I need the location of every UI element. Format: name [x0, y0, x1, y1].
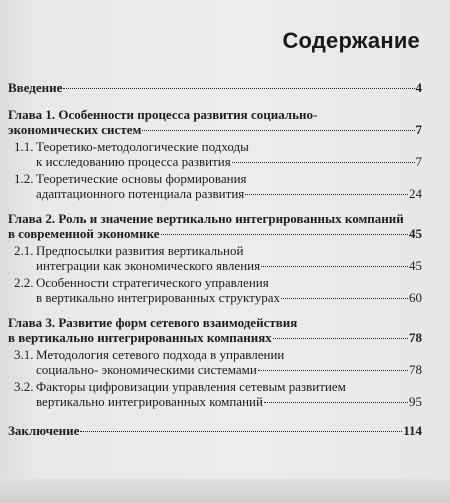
section-title-line: социально- экономическими системами	[36, 362, 257, 377]
toc-page-number: 45	[409, 226, 422, 241]
dot-leader	[63, 87, 414, 89]
toc-page-number: 114	[403, 423, 422, 438]
dot-leader	[232, 161, 415, 163]
page-title: Содержание	[282, 28, 420, 53]
section-title-line: вертикально интегрированных компаний	[36, 394, 263, 409]
chapter-title-line: Глава 3. Развитие форм сетевого взаимодействия	[8, 315, 298, 330]
section-title-line: Методология сетевого подхода в управлении	[36, 347, 285, 362]
toc-section-2-2	[14, 275, 422, 305]
dot-leader	[273, 337, 408, 339]
section-title-line: адаптационного потенциала развития	[36, 186, 245, 201]
chapter-title-line: в современной экономике	[8, 226, 160, 241]
table-of-contents	[8, 80, 422, 438]
toc-section-3-1	[14, 347, 422, 377]
chapter-title-line-with-page	[8, 122, 422, 137]
toc-page-number: 45	[409, 258, 422, 273]
section-title-line: Теоретические основы формирования	[36, 171, 247, 186]
section-title-line: Особенности стратегического управления	[36, 275, 269, 290]
toc-page-number: 78	[409, 330, 422, 345]
toc-page-number: 4	[415, 80, 422, 95]
toc-page-number: 60	[409, 290, 422, 305]
toc-entry-label: Заключение	[8, 423, 80, 438]
chapter-title-line-with-page	[8, 330, 422, 345]
dot-leader	[161, 233, 408, 235]
section-title-line: Теоретико-методологические подходы	[36, 139, 249, 154]
toc-chapter-3	[8, 315, 422, 409]
chapter-title-line: экономических систем	[8, 122, 142, 137]
toc-entry-introduction	[8, 80, 422, 95]
toc-page-number: 7	[415, 122, 422, 137]
section-title-line: к исследованию процесса развития	[36, 154, 231, 169]
toc-page-number: 78	[409, 362, 422, 377]
section-title-line: интеграции как экономического явления	[36, 258, 261, 273]
toc-chapter-2	[8, 211, 422, 305]
dot-leader	[142, 129, 414, 131]
section-number: 3.2.	[14, 379, 34, 394]
toc-entry-label: Введение	[8, 80, 63, 95]
dot-leader	[258, 369, 408, 371]
chapter-title-line: в вертикально интегрированных компаниях	[8, 330, 272, 345]
dot-leader	[281, 297, 408, 299]
toc-page-number: 95	[409, 394, 422, 409]
toc-entry-conclusion	[8, 423, 422, 438]
toc-section-1-2	[14, 171, 422, 201]
toc-section-1-1	[14, 139, 422, 169]
section-number: 3.1.	[14, 347, 34, 362]
toc-chapter-1	[8, 107, 422, 201]
section-title-line: Предпосылки развития вертикальной	[36, 243, 244, 258]
dot-leader	[80, 430, 402, 432]
toc-page-number: 24	[409, 186, 422, 201]
chapter-title-line: Глава 2. Роль и значение вертикально интегрированных компаний	[8, 211, 404, 226]
page-bottom-edge	[0, 479, 450, 503]
section-number: 2.1.	[14, 243, 34, 258]
section-title-line-with-page	[14, 154, 422, 169]
section-title-line: Факторы цифровизации управления сетевым развитием	[36, 379, 346, 394]
toc-page-number: 7	[415, 154, 422, 169]
section-title-line-with-page	[14, 258, 422, 273]
dot-leader	[261, 265, 408, 267]
toc-section-2-1	[14, 243, 422, 273]
section-title-line-with-page	[14, 394, 422, 409]
dot-leader	[245, 193, 408, 195]
section-title-line-with-page	[14, 362, 422, 377]
section-title-line-with-page	[14, 290, 422, 305]
section-number: 1.2.	[14, 171, 34, 186]
section-number: 2.2.	[14, 275, 34, 290]
dot-leader	[264, 401, 408, 403]
section-number: 1.1.	[14, 139, 34, 154]
chapter-title-line-with-page	[8, 226, 422, 241]
section-title-line-with-page	[14, 186, 422, 201]
toc-section-3-2	[14, 379, 422, 409]
chapter-title-line: Глава 1. Особенности процесса развития социально-	[8, 107, 318, 122]
section-title-line: в вертикально интегрированных структурах	[36, 290, 280, 305]
